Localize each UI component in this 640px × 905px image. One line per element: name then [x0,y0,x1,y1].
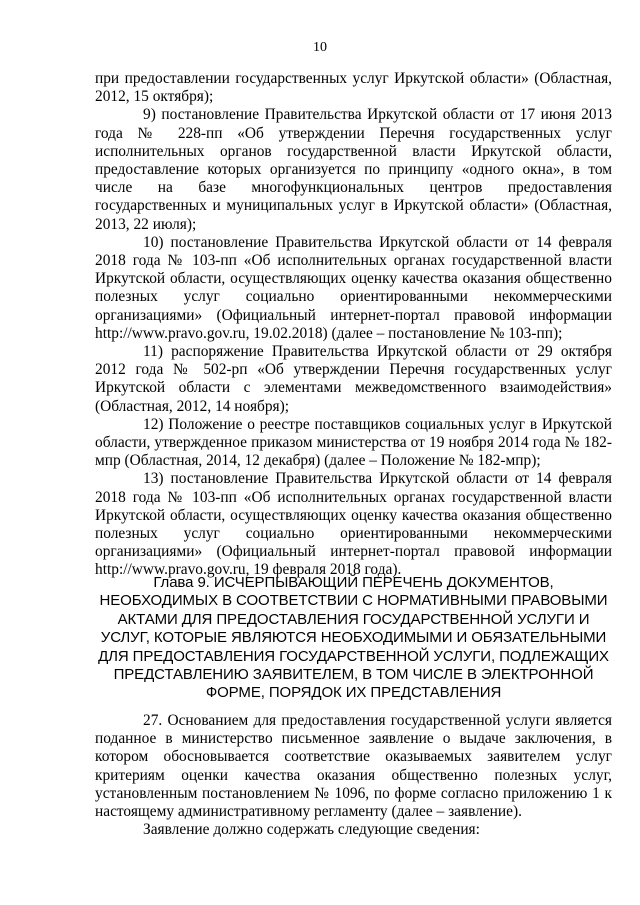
chapter-title-body: НЕОБХОДИМЫХ В СООТВЕТСТВИИ С НОРМАТИВНЫМИ ПРАВОВЫМИ АКТАМИ ДЛЯ ПРЕДОСТАВЛЕНИЯ ГОСУДАРСТВЕННОЙ УСЛУГИ И УСЛУГ, КОТОРЫЕ ЯВЛЯЮТСЯ НЕОБХОДИМЫМИ И ОБЯЗАТЕЛЬНЫМИ ДЛЯ ПРЕДОСТАВЛЕНИЯ ГОСУДАРСТВЕННОЙ УСЛУГИ, ПОДЛЕЖАЩИХ ПРЕДСТАВЛЕНИЮ ЗАЯВИТЕЛЕМ, В ТОМ ЧИСЛЕ В ЭЛЕКТРОННОЙ ФОРМЕ, ПОРЯДОК ИХ ПРЕДСТАВЛЕНИЯ [98,592,609,702]
list-item: 11) распоряжение Правительства Иркутской области от 29 октября 2012 года № 502-рп «Об утверждении Перечня государственных услуг Иркутской области с элементами межведомственного взаимодействия» (Областная, 2012, 14 ноября); [95,343,612,415]
chapter-title-line: Глава 9. ИСЧЕРПЫВАЮЩИЙ ПЕРЕЧЕНЬ ДОКУМЕНТОВ, [153,574,554,591]
list-item: 10) постановление Правительства Иркутской области от 14 февраля 2018 года № 103-пп «Об исполнительных органах государственной власти Иркутской области, осуществляющих оценку качества оказания общественно полезных услуг социально ориентированными некоммерческими организациями» (Официальный интернет-портал правовой информации http://www.pravo.gov.ru, 19.02.2018) (далее – постановление № 103-пп); [95,233,612,342]
paragraph: Заявление должно содержать следующие сведения: [143,821,480,839]
legal-acts-list [95,70,612,580]
list-item: 13) постановление Правительства Иркутской области от 14 февраля 2018 года № 103-пп «Об исполнительных органах государственной власти Иркутской области, осуществляющих оценку качества оказания общественно полезных услуг социально ориентированными некоммерческими организациями» (Официальный интернет-портал правовой информации http://www.pravo.gov.ru, 19 февраля 2018 года). [95,470,612,579]
page-number: 10 [313,40,327,55]
list-item: при предоставлении государственных услуг Иркутской области» (Областная, 2012, 15 октября); [95,70,612,106]
section-body [95,712,612,839]
list-item: 12) Положение о реестре поставщиков социальных услуг в Иркутской области, утвержденное приказом министерства от 19 ноября 2014 года № 182-мпр (Областная, 2014, 12 декабря) (далее – Положение № 182-мпр); [95,415,612,470]
paragraph: 27. Основанием для предоставления государственной услуги является поданное в министерство письменное заявление о выдаче заключения, в котором обосновывается соответствие оказываемых заявителем услуг критериям оценки качества оказания общественно полезных услуг, установленным постановлением № 1096, по форме согласно приложению 1 к настоящему административному регламенту (далее – заявление). [95,712,612,821]
list-item: 9) постановление Правительства Иркутской области от 17 июня 2013 года № 228-пп «Об утверждении Перечня государственных услуг исполнительных органов государственной власти Иркутской области, предоставление которых организуется по принципу «одного окна», в том числе на базе многофункциональных центров предоставления государственных и муниципальных услуг в Иркутской области» (Областная, 2013, 22 июля); [95,106,612,233]
chapter-heading [93,574,614,703]
